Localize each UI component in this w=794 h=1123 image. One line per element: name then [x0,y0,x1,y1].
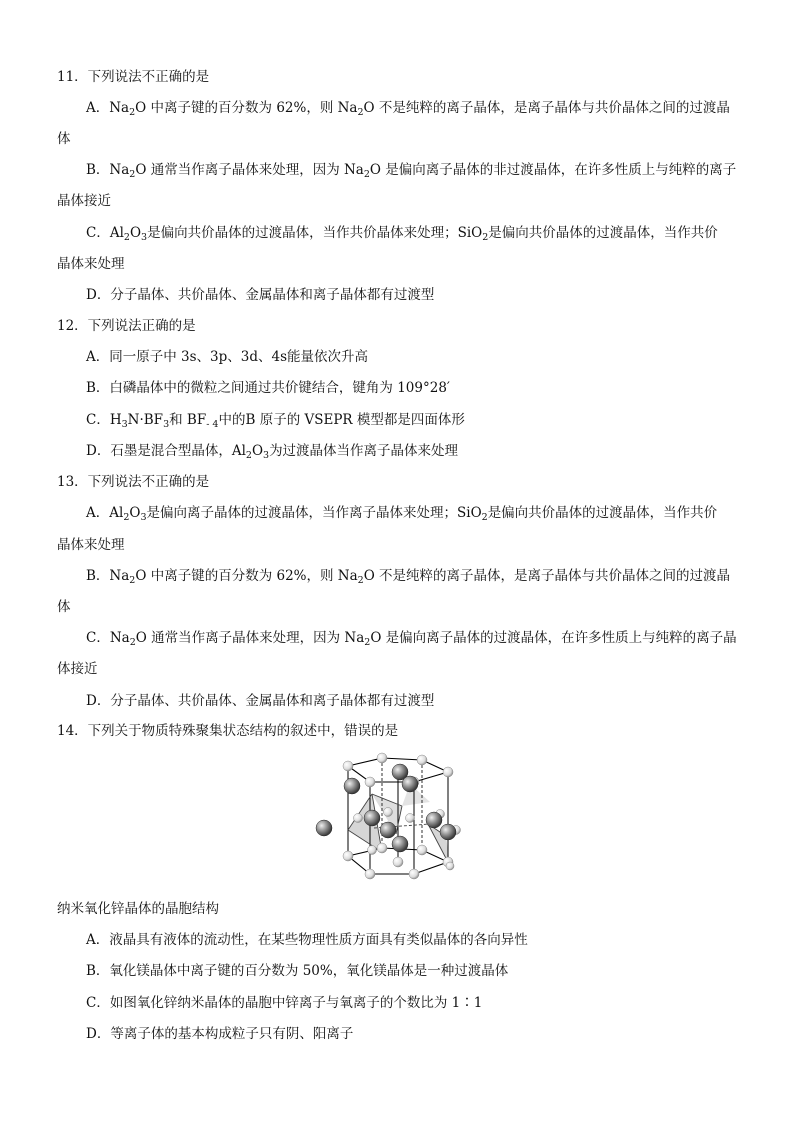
question-14-option-c: C．如图氧化锌纳米晶体的晶胞中锌离子与氧离子的个数比为 1∶1 [86,995,483,1011]
question-11-option-c: C．$Al_2O_3$是偏向共价晶体的过渡晶体，当作共价晶体来处理；SiO$_2$是偏向共价晶体的过渡晶体，当作共价 [86,225,718,243]
question-13-option-a-continued: 晶体来处理 [57,537,125,553]
question-14-option-b: B．氧化镁晶体中离子键的百分数为 50%，氧化镁晶体是一种过渡晶体 [86,963,509,979]
question-13-option-c: C．$Na_2O$ 通常当作离子晶体来处理，因为 $Na_2O$ 是偏向离子晶体的过渡晶体，在许多性质上与纯粹的离子晶 [86,630,737,648]
question-13-option-c-continued: 体接近 [57,661,98,677]
question-14-option-d: D．等离子体的基本构成粒子只有阴、阳离子 [86,1026,354,1042]
figure-caption: 纳米氧化锌晶体的晶胞结构 [57,901,219,917]
question-11-option-a: A．$Na_2O$ 中离子键的百分数为 62%，则 $Na_2O$ 不是纯粹的离子晶体，是离子晶体与共价晶体之间的过渡晶 [86,100,730,118]
question-11-option-b: B．$Na_2O$ 通常当作离子晶体来处理，因为 $Na_2O$ 是偏向离子晶体的非过渡晶体，在许多性质上与纯粹的离子 [86,162,737,180]
question-13-option-a: A．$Al_2O_3$是偏向离子晶体的过渡晶体，当作离子晶体来处理；SiO$_2$是偏向共价晶体的过渡晶体，当作共价 [86,505,718,523]
crystal-structure-svg [310,752,486,886]
question-14-stem: 14．下列关于物质特殊聚集状态结构的叙述中，错误的是 [57,723,399,739]
question-11-option-b-continued: 晶体接近 [57,193,111,209]
question-12-stem: 12．下列说法正确的是 [57,318,196,334]
question-12-option-b: B．白磷晶体中的微粒之间通过共价键结合，键角为 109°28′ [86,380,450,396]
question-11-stem: 11．下列说法不正确的是 [57,69,210,85]
question-11-option-a-continued: 体 [57,131,71,147]
question-12-option-c: C．$H_3N\cdot BF_3$和 $BF_{- 4}$中的B 原子的 VSEPR 模型都是四面体形 [86,412,465,430]
question-13-option-d: D．分子晶体、共价晶体、金属晶体和离子晶体都有过渡型 [86,693,435,709]
question-13-option-b-continued: 体 [57,599,71,615]
question-13-stem: 13．下列说法不正确的是 [57,474,210,490]
question-13-option-b: B．$Na_2O$ 中离子键的百分数为 62%，则 $Na_2O$ 不是纯粹的离子晶体，是离子晶体与共价晶体之间的过渡晶 [86,568,731,586]
question-11-option-d: D．分子晶体、共价晶体、金属晶体和离子晶体都有过渡型 [86,287,435,303]
question-14-option-a: A．液晶具有液体的流动性，在某些物理性质方面具有类似晶体的各向异性 [86,932,528,948]
question-12-option-d: D．石墨是混合型晶体，$Al_2O_3$为过渡晶体当作离子晶体来处理 [86,443,459,461]
question-12-option-a: A．同一原子中 3s、3p、3d、4s能量依次升高 [86,349,369,365]
zinc-oxide-unit-cell-diagram-icon [310,752,486,886]
question-11-option-c-continued: 晶体来处理 [57,256,125,272]
